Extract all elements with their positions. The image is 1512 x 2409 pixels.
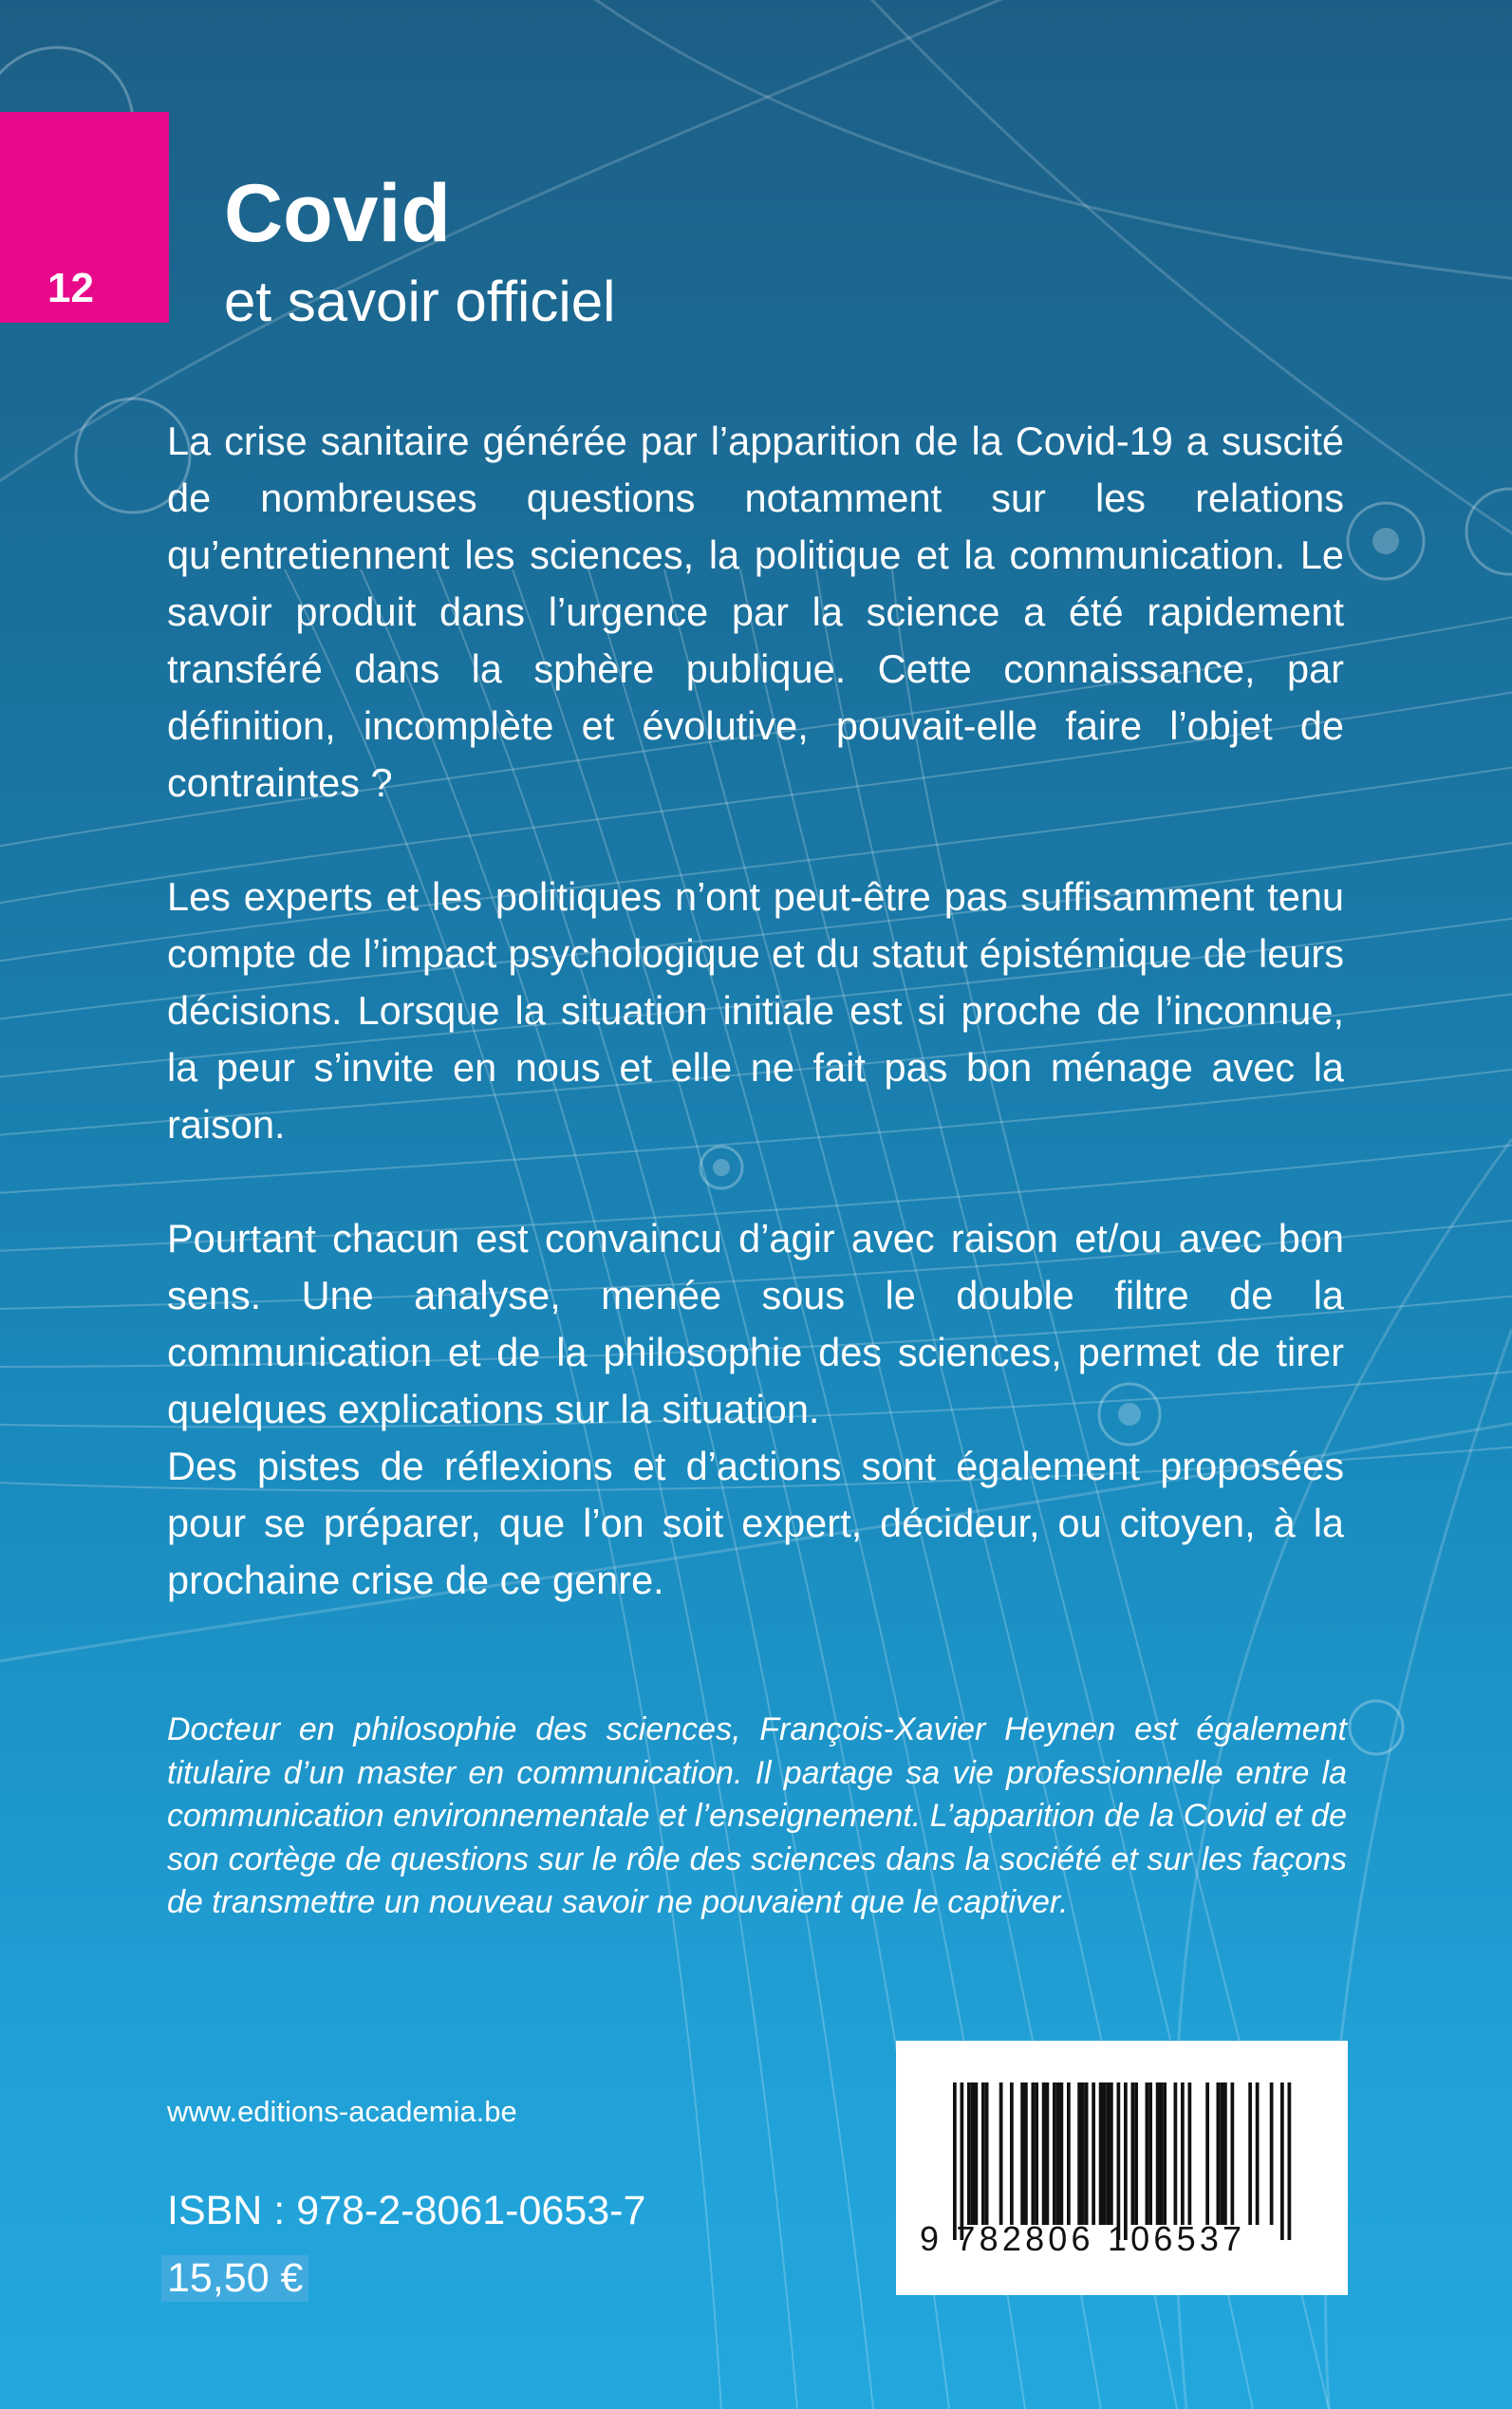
book-title: Covid [224, 168, 451, 259]
barcode-bar [1103, 2082, 1107, 2225]
description-paragraph-4: Des pistes de réflexions et d’actions sont également proposées pour se préparer, que l’on soit expert, décideur, ou citoyen, à la prochaine crise de ce genre. [167, 1444, 1344, 1602]
barcode-bar [1174, 2082, 1178, 2225]
barcode-bar [975, 2082, 979, 2225]
barcode-bar [1056, 2082, 1060, 2225]
barcode-bar [1110, 2082, 1113, 2225]
barcode-bar [1060, 2082, 1064, 2225]
barcode-bar [953, 2082, 957, 2240]
barcode-bar [1148, 2082, 1152, 2225]
barcode-bar [1092, 2082, 1095, 2225]
description-paragraph-1: La crise sanitaire générée par l’apparition de la Covid-19 a suscité de nombreuses questions notamment sur les relations qu’entretiennent les sciences, la politique et la communication. Le savoir produit dans l’urgence par la science a été rapidement transféré dans la sphère publique. Cette connaissance, par définition, incomplète et évolutive, pouvait-elle faire l’objet de contraintes ? [167, 419, 1344, 805]
barcode-bar [1231, 2082, 1235, 2225]
barcode-bar [1288, 2082, 1292, 2240]
description-paragraph-3: Pourtant chacun est convaincu d’agir avec raison et/ou avec bon sens. Une analyse, menée sous le double filtre de la communication et de la philosophie des sciences, permet de tirer quelques explications sur la situation. [167, 1216, 1344, 1431]
barcode-bar [1256, 2082, 1260, 2225]
barcode-bar [1010, 2082, 1014, 2225]
barcode-bar [1106, 2082, 1110, 2225]
barcode-bar [971, 2082, 975, 2225]
barcode-bar [1042, 2082, 1046, 2225]
barcode-bar [1081, 2082, 1085, 2225]
barcode-bar [1223, 2082, 1227, 2225]
collection-number: 12 [47, 265, 94, 311]
barcode-digits: 9 782806 106537 [920, 2219, 1246, 2258]
publisher-website[interactable]: www.editions-academia.be [167, 2095, 517, 2128]
barcode [896, 2041, 1348, 2295]
barcode-bar [1188, 2082, 1192, 2225]
barcode-bar [1181, 2082, 1185, 2225]
book-subtitle: et savoir officiel [224, 270, 616, 333]
barcode-bar [1205, 2082, 1209, 2225]
barcode-bar [1077, 2082, 1081, 2225]
barcode-bar [999, 2082, 1003, 2225]
barcode-bar [1134, 2082, 1138, 2225]
barcode-bar [1217, 2082, 1221, 2225]
description [167, 413, 1344, 1609]
description-paragraph-2: Les experts et les politiques n’ont peut-être pas suffisamment tenu compte de l’impact psychologique et du statut épistémique de leurs décisions. Lorsque la situation initiale est si proche de l’inconnue, la peur s’invite en nous et elle ne fait pas bon ménage avec la raison. [167, 874, 1344, 1147]
barcode-bar [1032, 2082, 1036, 2225]
barcode-bar [1117, 2082, 1121, 2240]
barcode-bar [1053, 2082, 1056, 2225]
barcode-bar [1085, 2082, 1089, 2225]
barcode-bar [981, 2082, 985, 2225]
author-bio: Docteur en philosophie des sciences, François-Xavier Heynen est également titulaire d’un master en communication. Il partage sa vie professionnelle entre la communication environnementale et l’enseignement. L’apparition de la Covid et de son cortège de questions sur le rôle des sciences dans la société et sur les façons de transmettre un nouveau savoir ne pouvaient que le captiver. [167, 1711, 1347, 1920]
barcode-bar [1124, 2082, 1128, 2240]
barcode-bar [1270, 2082, 1274, 2225]
barcode-bar [1248, 2082, 1252, 2225]
barcode-bar [1160, 2082, 1164, 2225]
barcode-bar [1035, 2082, 1038, 2225]
barcode-bar [1099, 2082, 1103, 2225]
barcode-bar [985, 2082, 989, 2225]
price: 15,50 € [161, 2255, 308, 2302]
barcode-bar [1024, 2082, 1028, 2225]
barcode-bar [1046, 2082, 1050, 2225]
barcode-bar [967, 2082, 971, 2225]
barcode-bar [1156, 2082, 1160, 2225]
barcode-bar [961, 2082, 964, 2240]
barcode-bar [1163, 2082, 1167, 2225]
isbn: ISBN : 978-2-8061-0653-7 [167, 2188, 646, 2233]
barcode-bar [1020, 2082, 1024, 2225]
barcode-bar [1280, 2082, 1284, 2240]
barcode-bar [1220, 2082, 1223, 2225]
barcode-bar [1131, 2082, 1135, 2225]
barcode-bar [1146, 2082, 1149, 2225]
barcode-bar [1067, 2082, 1071, 2225]
